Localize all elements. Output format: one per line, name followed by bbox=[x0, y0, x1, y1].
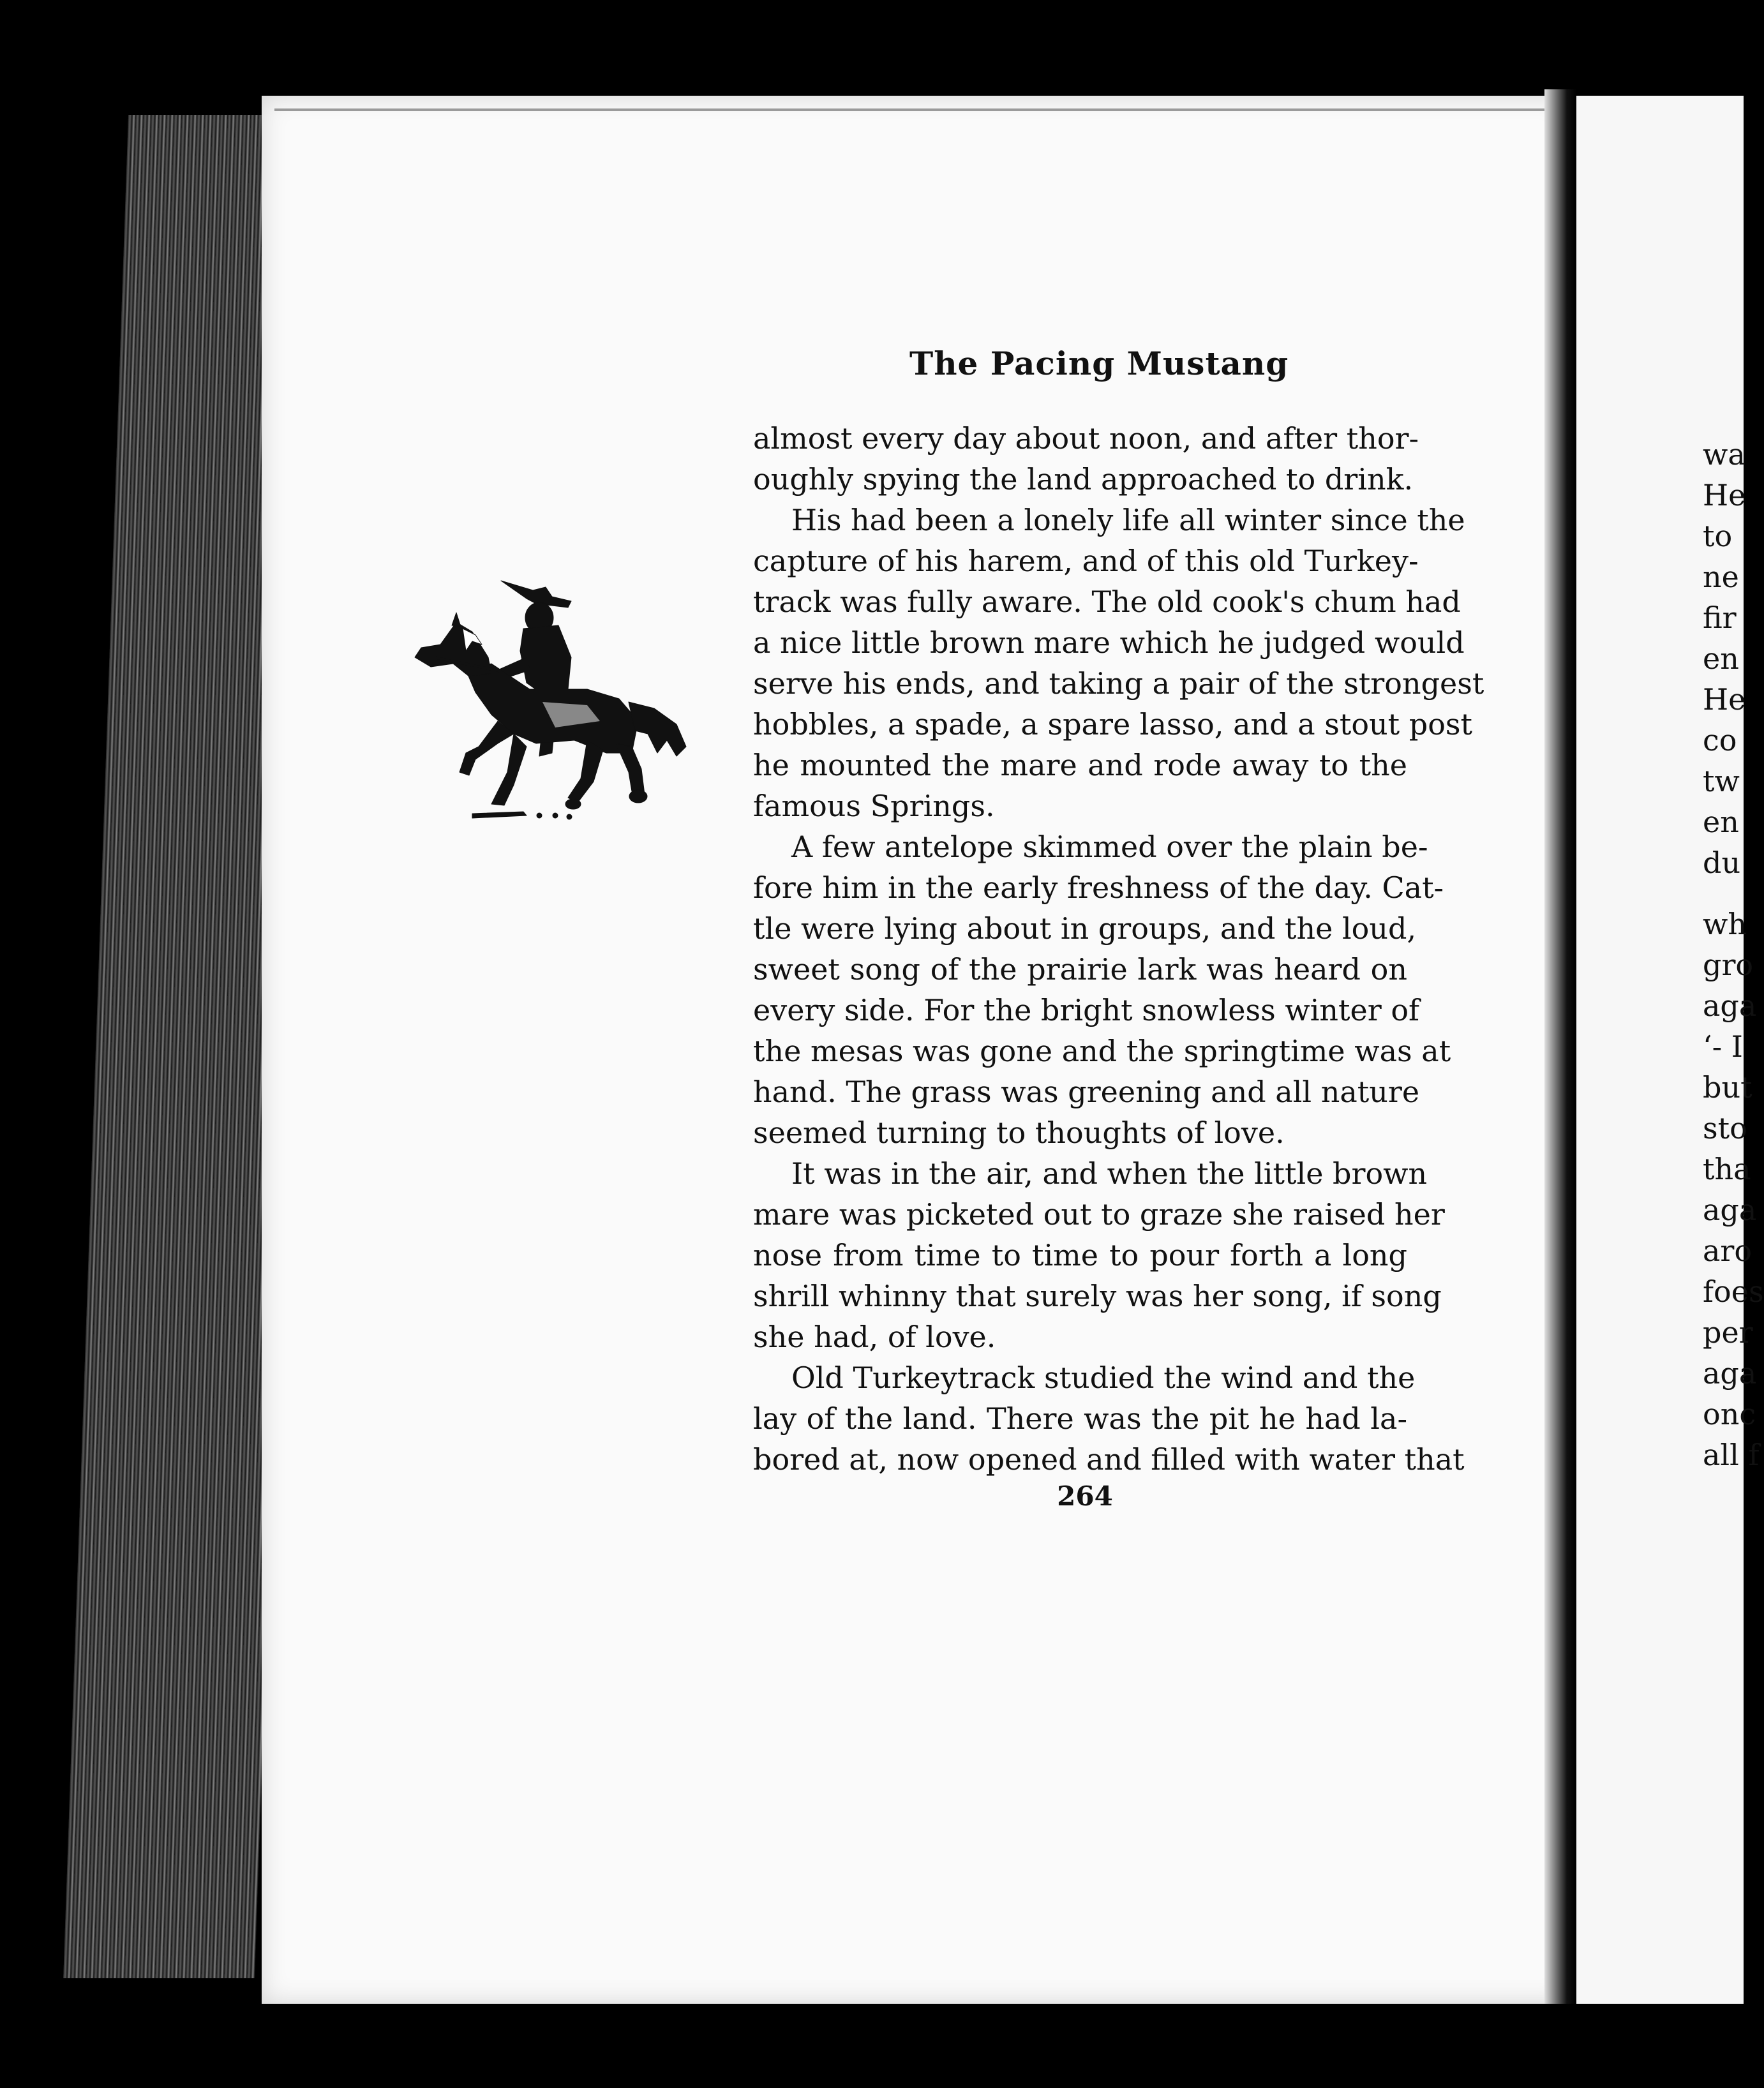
text-line: track was fully aware. The old cook's chum had bbox=[753, 585, 1461, 619]
facing-page-fragment bbox=[1703, 883, 1744, 904]
text-line: hobbles, a spade, a spare lasso, and a stout post bbox=[753, 707, 1472, 742]
text-line: capture of his harem, and of this old Turkey- bbox=[753, 544, 1419, 578]
facing-page-fragment: aga bbox=[1703, 988, 1757, 1023]
facing-page-fragment: du bbox=[1703, 846, 1741, 880]
facing-page-fragment: but bbox=[1703, 1070, 1753, 1105]
facing-page-fragment: co bbox=[1703, 723, 1737, 757]
facing-page-fragment: tha bbox=[1703, 1152, 1751, 1186]
text-line: It was in the air, and when the little brown bbox=[791, 1156, 1428, 1191]
facing-page-text-fragments bbox=[1703, 434, 1764, 1475]
text-line: a nice little brown mare which he judged would bbox=[753, 625, 1465, 660]
body-text bbox=[753, 418, 1484, 1480]
facing-page-fragment: en bbox=[1703, 641, 1739, 676]
running-head: The Pacing Mustang bbox=[909, 345, 1289, 382]
text-line: fore him in the early freshness of the day. Cat- bbox=[753, 870, 1444, 905]
text-line: shrill whinny that surely was her song, if song bbox=[753, 1279, 1442, 1313]
text-line: almost every day about noon, and after thor- bbox=[753, 421, 1419, 456]
text-line: tle were lying about in groups, and the loud, bbox=[753, 911, 1417, 946]
text-line: oughly spying the land approached to drink. bbox=[753, 462, 1414, 496]
text-line: she had, of love. bbox=[753, 1320, 996, 1354]
facing-page-fragment: ʻ- I bbox=[1703, 1029, 1743, 1064]
book-gutter bbox=[1544, 89, 1576, 2004]
facing-page-fragment: He bbox=[1703, 478, 1746, 512]
text-line: every side. For the bright snowless winter of bbox=[753, 993, 1420, 1027]
facing-page-fragment: fir bbox=[1703, 600, 1737, 635]
facing-page-fragment: all f bbox=[1703, 1438, 1760, 1472]
facing-page-fragment: aga bbox=[1703, 1193, 1757, 1227]
facing-page-fragment: per bbox=[1703, 1315, 1753, 1350]
text-line: nose from time to time to pour forth a long bbox=[753, 1238, 1407, 1272]
facing-page-fragment: aga bbox=[1703, 1356, 1757, 1391]
text-line: seemed turning to thoughts of love. bbox=[753, 1115, 1285, 1150]
text-line: His had been a lonely life all winter since the bbox=[791, 503, 1465, 537]
page-number: 264 bbox=[1057, 1480, 1113, 1512]
text-line: serve his ends, and taking a pair of the strongest bbox=[753, 666, 1484, 701]
text-line: bored at, now opened and filled with water that bbox=[753, 1442, 1465, 1477]
facing-page-fragment: gro bbox=[1703, 948, 1754, 982]
facing-page-fragment: wh bbox=[1703, 907, 1747, 941]
horse-and-rider-illustration bbox=[396, 562, 702, 855]
facing-page-fragment: sto bbox=[1703, 1111, 1747, 1145]
text-line: he mounted the mare and rode away to the bbox=[753, 748, 1407, 782]
text-line: A few antelope skimmed over the plain be- bbox=[791, 830, 1428, 864]
facing-page-fragment: aro bbox=[1703, 1234, 1753, 1268]
facing-page-fragment: tw bbox=[1703, 764, 1740, 798]
facing-page-fragment: wa bbox=[1703, 437, 1745, 472]
facing-page-fragment: to bbox=[1703, 519, 1733, 553]
text-line: Old Turkeytrack studied the wind and the bbox=[791, 1361, 1416, 1395]
facing-page-fragment: He bbox=[1703, 682, 1746, 717]
text-line: hand. The grass was greening and all nature bbox=[753, 1075, 1420, 1109]
text-line: mare was picketed out to graze she raised her bbox=[753, 1197, 1445, 1232]
text-line: lay of the land. There was the pit he had la- bbox=[753, 1401, 1407, 1436]
facing-page-fragment: ne bbox=[1703, 560, 1739, 594]
facing-page-fragment: onc bbox=[1703, 1397, 1756, 1431]
text-line: sweet song of the prairie lark was heard on bbox=[753, 952, 1407, 987]
facing-page-fragment: foes bbox=[1703, 1274, 1764, 1309]
facing-page-fragment: en bbox=[1703, 805, 1739, 839]
text-line: famous Springs. bbox=[753, 789, 995, 823]
text-line: the mesas was gone and the springtime was at bbox=[753, 1034, 1451, 1068]
